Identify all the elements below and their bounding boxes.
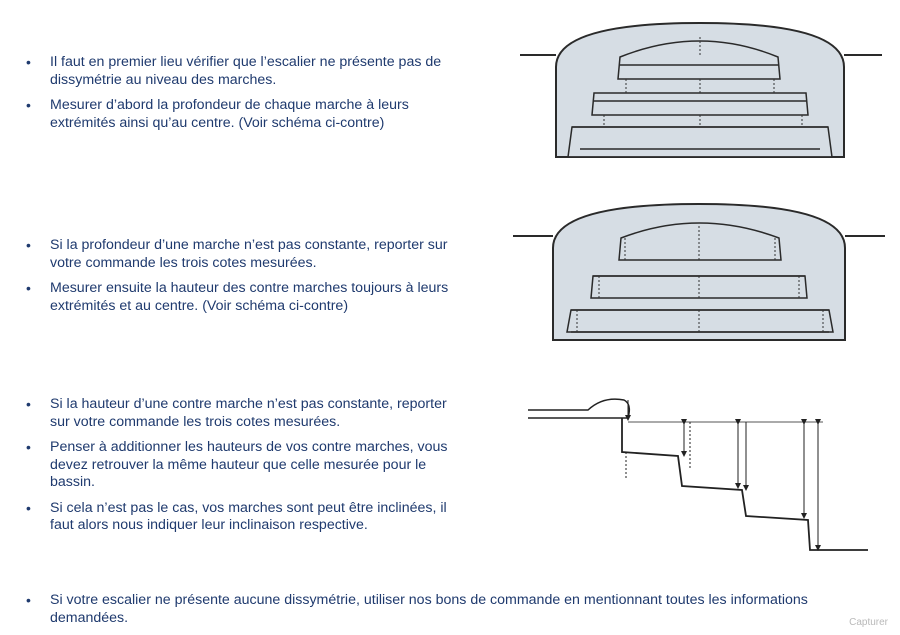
step-2 — [592, 93, 808, 115]
bullet-item — [0, 97, 470, 132]
bullet-text: Mesurer ensuite la hauteur des contre marches toujours à leurs extrémités et au centre. (Voir schéma ci-contre) — [50, 280, 449, 314]
bullet-item — [0, 396, 470, 431]
stair-profile-diagram — [528, 390, 873, 558]
bullet-list-2 — [0, 237, 470, 315]
bullet-dot-icon: • — [26, 237, 31, 253]
bullet-item — [0, 54, 470, 89]
bullet-dot-icon: • — [26, 280, 31, 296]
capture-watermark: Capturer — [849, 617, 888, 628]
bullet-item — [0, 237, 470, 272]
instruction-block-4 — [0, 592, 880, 635]
instruction-block-3 — [0, 396, 470, 543]
bullet-item — [0, 592, 880, 627]
bullet-text: Si votre escalier ne présente aucune dissymétrie, utiliser nos bons de commande en mentionnant toutes les informations demandées. — [50, 592, 808, 626]
bullet-dot-icon: • — [26, 499, 31, 516]
stair-riser-diagram — [513, 198, 888, 346]
bullet-dot-icon: • — [26, 97, 31, 113]
bullet-text: Penser à additionner les hauteurs de vos contre marches, vous devez retrouver la même hauteur que celle mesurée pour le bassin. — [50, 439, 448, 490]
step-2 — [591, 276, 807, 298]
bullet-list-1 — [0, 54, 470, 132]
bullet-item — [0, 280, 470, 315]
bullet-dot-icon: • — [26, 592, 31, 608]
bullet-dot-icon: • — [26, 54, 31, 70]
bullet-text: Mesurer d’abord la profondeur de chaque marche à leurs extrémités ainsi qu’au centre. (Voir schéma ci-contre) — [50, 97, 409, 131]
bullet-list-3 — [0, 396, 470, 535]
bullet-dot-icon: • — [26, 439, 31, 455]
step-1 — [567, 310, 833, 332]
bullet-dot-icon: • — [26, 396, 31, 412]
bullet-list-4 — [0, 592, 880, 627]
stair-profile-line — [622, 418, 868, 550]
step-1 — [568, 127, 832, 157]
bullet-text: Si cela n’est pas le cas, vos marches sont peut être inclinées, il faut alors nous indiquer leur inclinaison respective. — [50, 499, 447, 533]
bullet-item — [0, 439, 470, 492]
bullet-text: Il faut en premier lieu vérifier que l’escalier ne présente pas de dissymétrie au niveau des marches. — [50, 54, 442, 88]
bullet-text: Si la profondeur d’une marche n’est pas constante, reporter sur votre commande les trois cotes mesurées. — [50, 237, 448, 271]
instruction-block-2 — [0, 237, 470, 323]
stair-depth-diagram — [520, 15, 890, 165]
pool-coping — [528, 399, 629, 418]
bullet-item — [0, 500, 470, 535]
bullet-text: Si la hauteur d’une contre marche n’est pas constante, reporter sur votre commande les trois cotes mesurées. — [50, 396, 447, 430]
instruction-block-1 — [0, 54, 470, 140]
